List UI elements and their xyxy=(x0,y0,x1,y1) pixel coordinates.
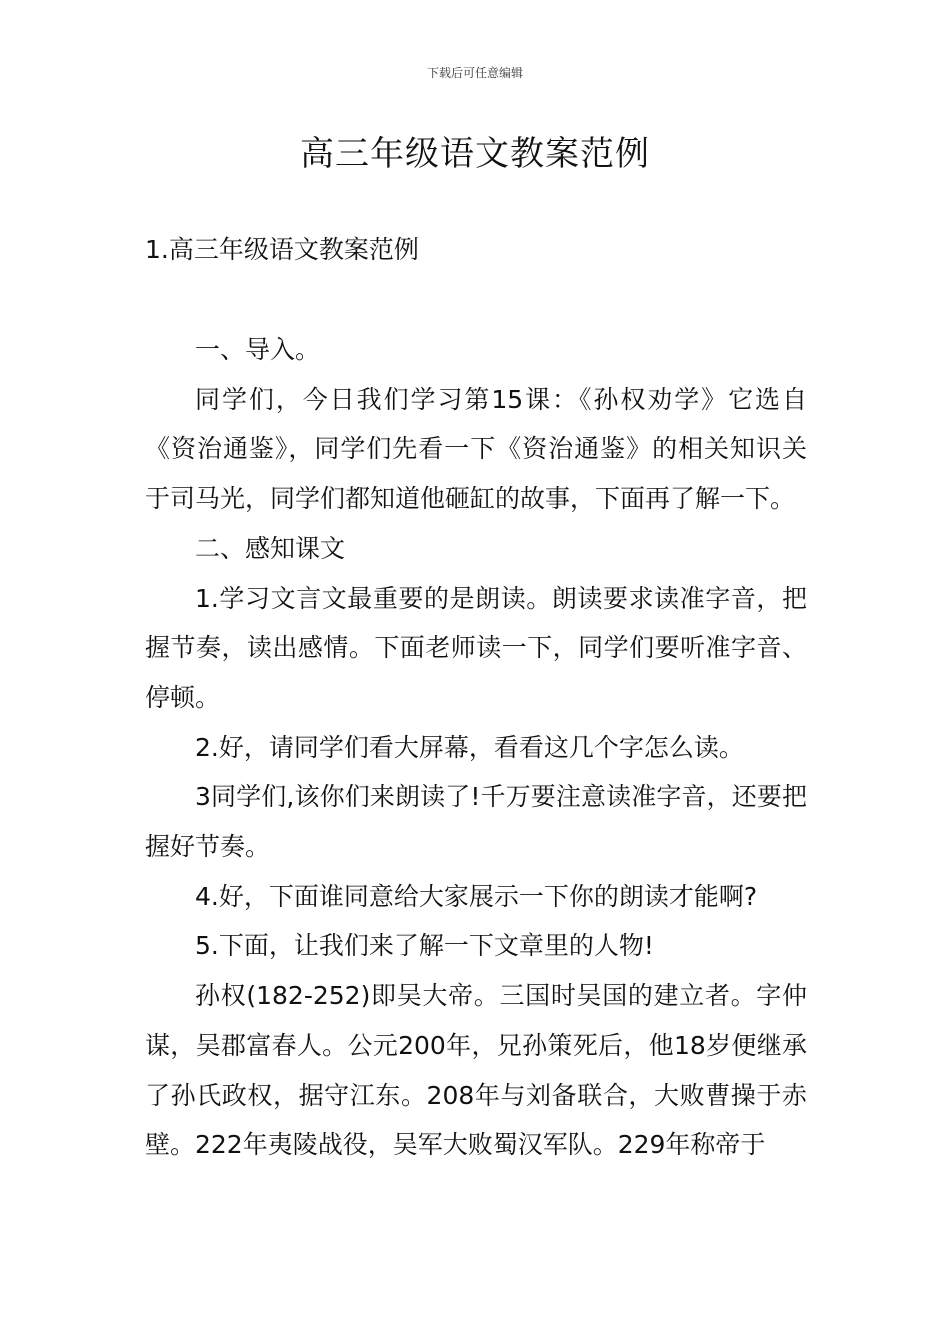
paragraph-step-4: 4.好，下面谁同意给大家展示一下你的朗读才能啊? xyxy=(195,881,758,911)
section-heading: 1.高三年级语文教案范例 xyxy=(145,235,419,264)
header-note: 下载后可任意编辑 xyxy=(426,66,523,80)
paragraph-sunquan-bio: 孙权(182-252)即吴大帝。三国时吴国的建立者。字仲谋，吴郡富春人。公元200年，兄孙策死后，他18岁便继承了孙氏政权，据守江东。208年与刘备联合，大败曹操于赤壁。222年夷陵战役，吴军大败蜀汉军队。229年称帝于 xyxy=(145,981,807,1160)
paragraph-perception-heading: 二、感知课文 xyxy=(195,533,346,563)
paragraph-step-3: 3同学们,该你们来朗读了!千万要注意读准字音，还要把握好节奏。 xyxy=(145,782,807,862)
paragraph-intro-heading: 一、导入。 xyxy=(195,335,321,364)
document-body xyxy=(145,325,807,1170)
paragraph-intro: 同学们，今日我们学习第15课：《孙权劝学》它选自《资治通鉴》，同学们先看一下《资治通鉴》的相关知识关于司马光，同学们都知道他砸缸的故事，下面再了解一下。 xyxy=(145,384,807,514)
paragraph-step-1: 1.学习文言文最重要的是朗读。朗读要求读准字音，把握节奏，读出感情。下面老师读一下，同学们要听准字音、停顿。 xyxy=(145,583,807,712)
paragraph-step-5: 5.下面，让我们来了解一下文章里的人物! xyxy=(195,931,654,961)
document-title: 高三年级语文教案范例 xyxy=(300,134,650,174)
paragraph-step-2: 2.好，请同学们看大屏幕，看看这几个字怎么读。 xyxy=(195,732,744,762)
